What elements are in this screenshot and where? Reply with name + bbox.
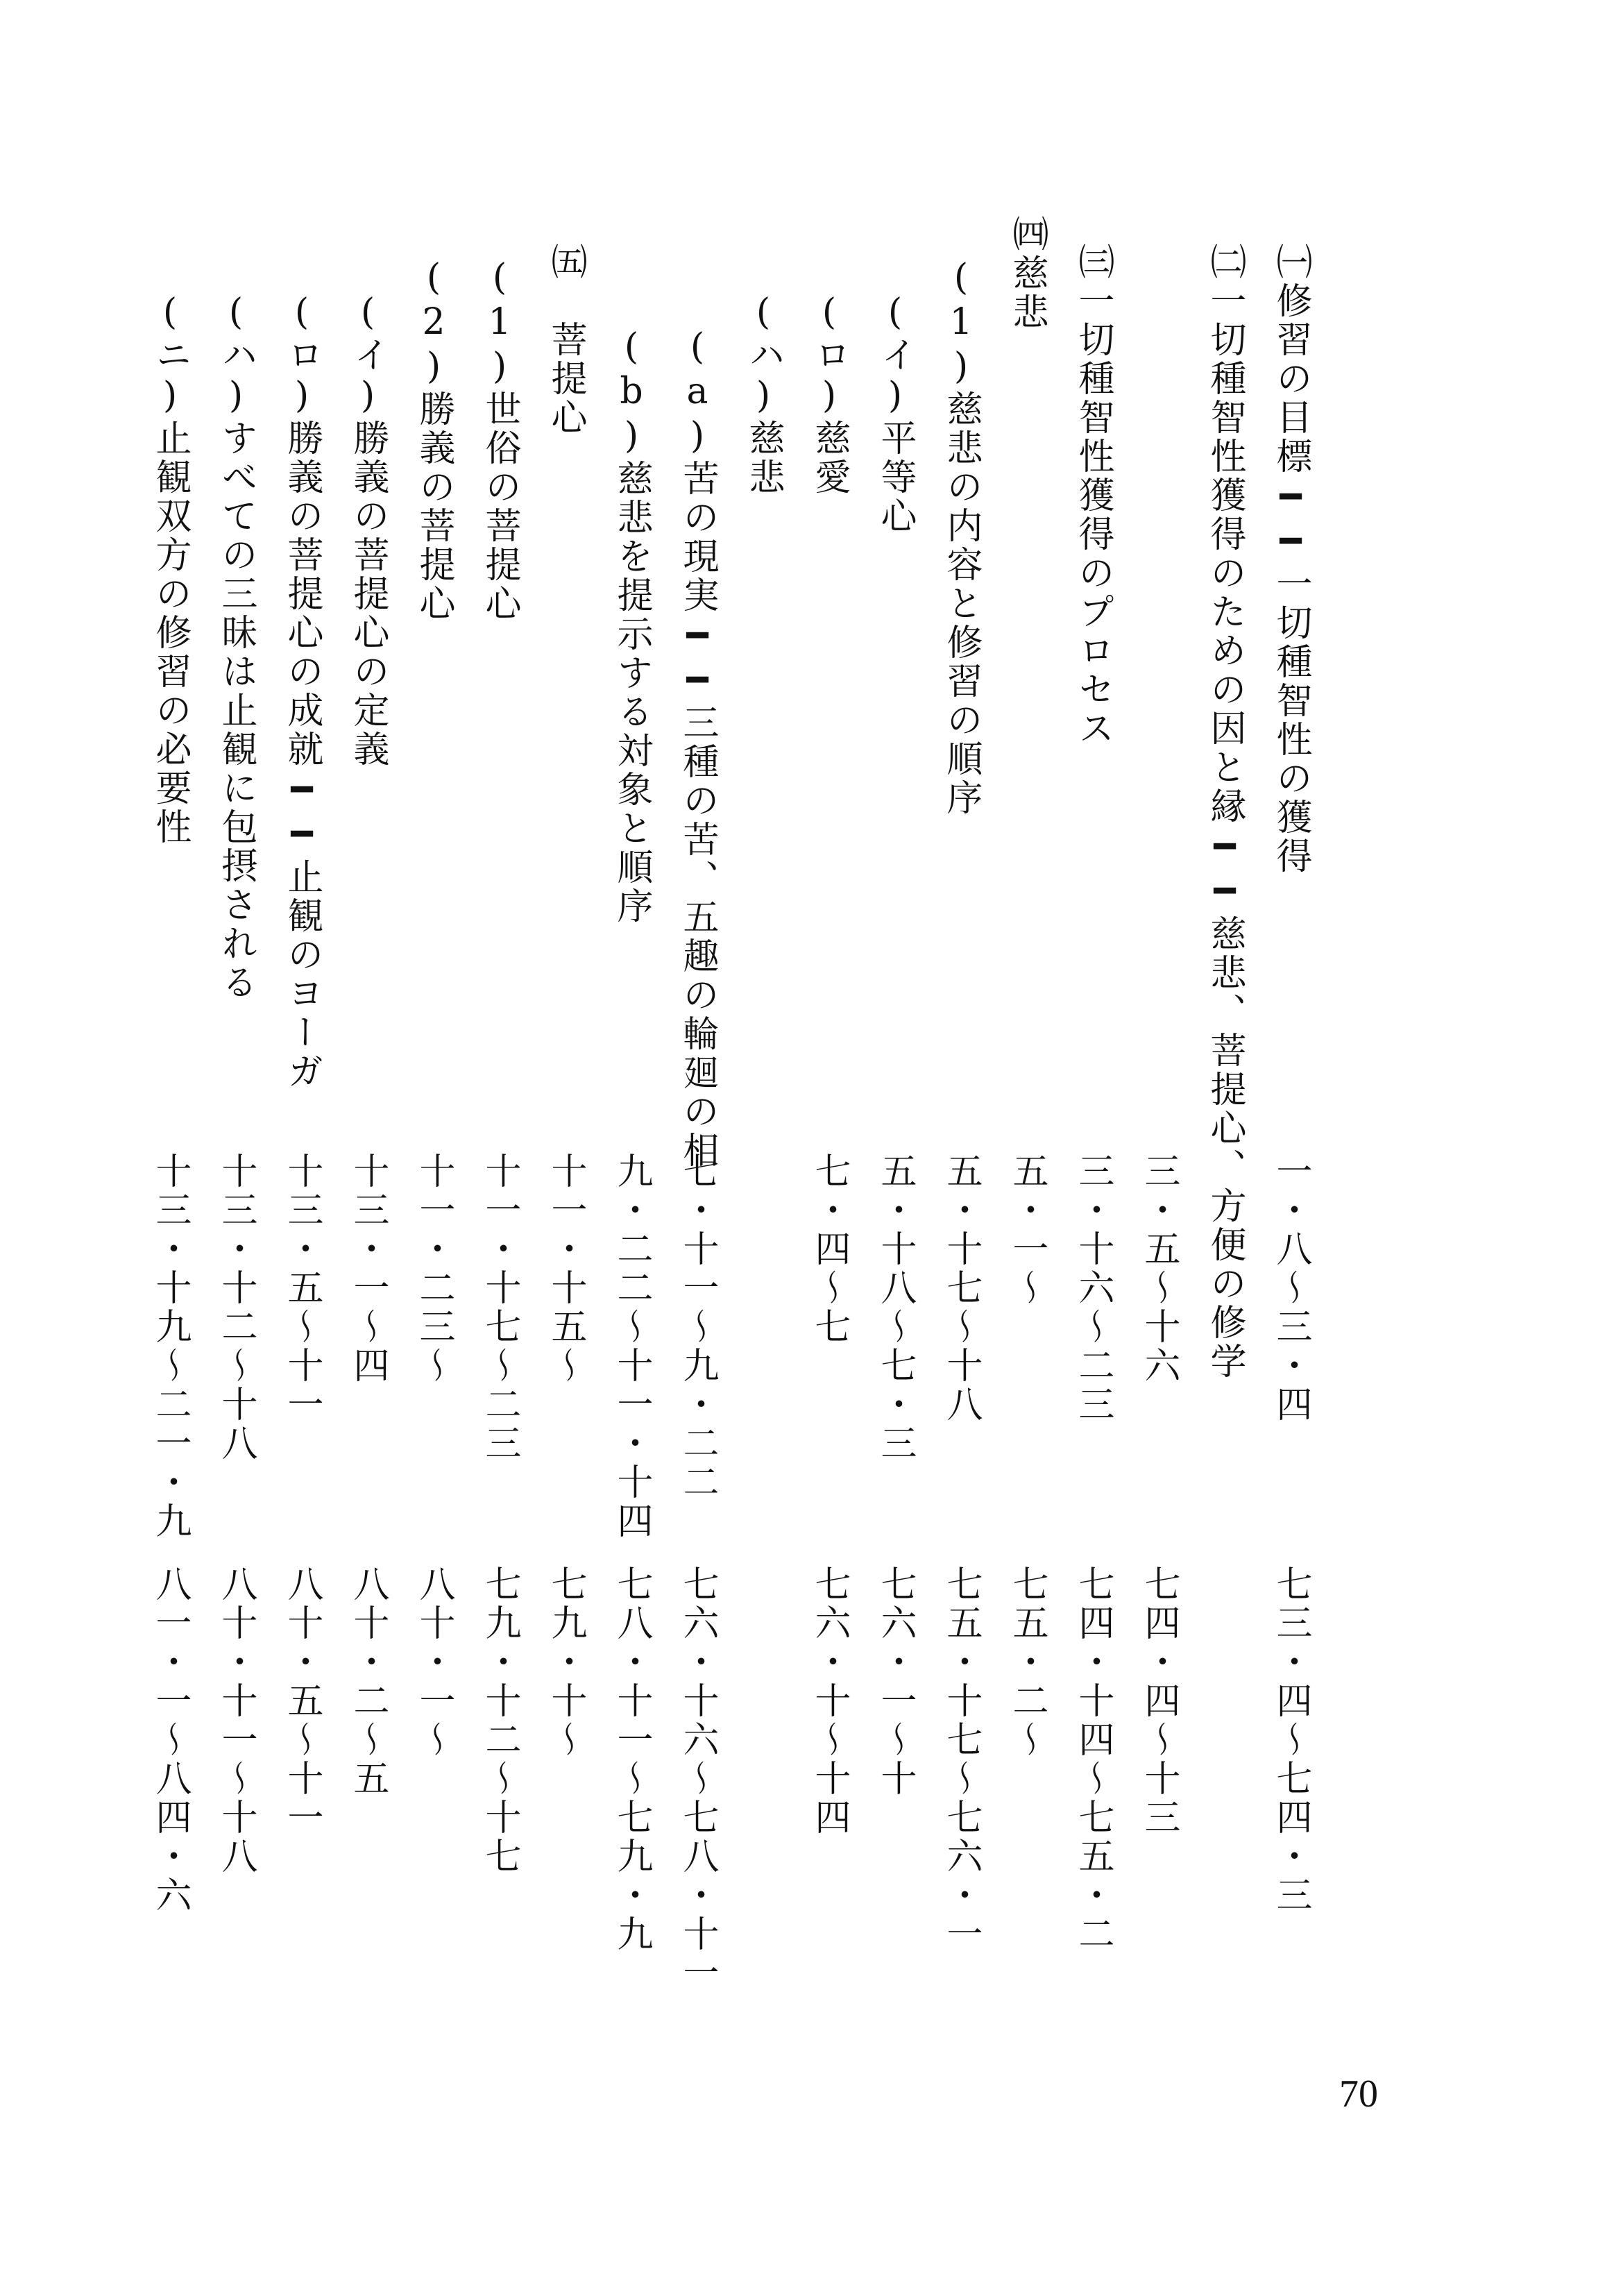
entry-ref-page: 七六・十～十四 [808, 1565, 850, 1837]
toc-entry-4 [992, 0, 1062, 2296]
entry-ref-section: 十三・五～十一 [281, 1152, 323, 1424]
toc-entry-12 [465, 0, 534, 2296]
entry-title: (ニ)止観双方の修習の必要性 [149, 292, 191, 847]
toc-entry-2-refs [1124, 0, 1193, 2296]
entry-title: (ロ)勝義の菩提心の成就━━止観のヨーガ [281, 292, 323, 1091]
entry-ref-section: 十一・十五～ [545, 1152, 586, 1385]
entry-ref-section: 五・十七～十八 [940, 1152, 982, 1424]
entry-title: (1)世俗の菩提心 [479, 257, 520, 623]
toc-entry-5 [926, 0, 996, 2296]
entry-title: ㈣慈悲 [1006, 215, 1048, 332]
toc-entry-9 [663, 0, 732, 2296]
entry-ref-section: 三・五～十六 [1138, 1152, 1180, 1385]
toc-entry-8 [729, 0, 798, 2296]
entry-ref-section: 十三・十二～十八 [215, 1152, 257, 1463]
entry-ref-page: 七九・十二～十七 [479, 1565, 520, 1876]
entry-ref-page: 七四・十四～七五・二 [1072, 1565, 1114, 1954]
entry-title: (ハ)すべての三昧は止観に包摂される [215, 292, 257, 1002]
entry-ref-page: 七八・十一～七九・九 [611, 1565, 652, 1954]
toc-entry-1 [1256, 0, 1325, 2296]
toc-entry-3 [1058, 0, 1128, 2296]
entry-title: ㈡一切種智性獲得のための因と縁━━慈悲、菩提心、方便の修学 [1204, 243, 1246, 1381]
entry-ref-page: 七五・十七～七六・一 [940, 1565, 982, 1954]
toc-entry-11 [531, 0, 600, 2296]
entry-ref-page: 八十・五～十一 [281, 1565, 323, 1837]
entry-ref-section: 五・十八～七・三 [874, 1152, 916, 1463]
entry-title: (ロ)慈愛 [808, 292, 850, 497]
entry-ref-section: 三・十六～二三 [1072, 1152, 1114, 1424]
toc-entry-10 [597, 0, 666, 2296]
entry-ref-section: 十一・二三～ [413, 1152, 454, 1385]
entry-title: (a)苦の現実━━三種の苦、五趣の輪廻の相 [677, 326, 718, 1170]
entry-ref-page: 七五・二～ [1006, 1565, 1048, 1759]
entry-title: (イ)勝義の菩提心の定義 [347, 292, 389, 769]
toc-entry-16 [201, 0, 271, 2296]
entry-ref-page: 七九・十～ [545, 1565, 586, 1759]
toc-entry-15 [267, 0, 337, 2296]
entry-ref-section: 九・二二～十一・十四 [611, 1152, 652, 1541]
entry-ref-page: 八十・一～ [413, 1565, 454, 1759]
entry-title: ㈤ 菩提心 [545, 243, 586, 437]
entry-title: (1)慈悲の内容と修習の順序 [940, 257, 982, 818]
entry-title: ㈢一切種智性獲得のプロセス [1072, 243, 1114, 748]
entry-ref-section: 七・十一～九・二二 [677, 1152, 718, 1502]
entry-ref-page: 七四・四～十三 [1138, 1565, 1180, 1837]
entry-ref-section: 十三・十九～二一・九 [149, 1152, 191, 1541]
entry-title: (ハ)慈悲 [742, 292, 784, 497]
toc-entry-7 [794, 0, 864, 2296]
toc-entry-13 [399, 0, 468, 2296]
entry-ref-page: 七三・四～七四・三 [1270, 1565, 1311, 1915]
entry-ref-page: 八一・一～八四・六 [149, 1565, 191, 1915]
entry-ref-page: 七六・十六～七八・十一 [677, 1565, 718, 1993]
toc-entry-2 [1190, 0, 1259, 2296]
entry-title: (b)慈悲を提示する対象と順序 [611, 326, 652, 926]
entry-ref-section: 五・一～ [1006, 1152, 1048, 1308]
entry-title: ㈠修習の目標━━一切種智性の獲得 [1270, 243, 1311, 876]
entry-ref-section: 七・四～七 [808, 1152, 850, 1347]
toc-entry-6 [860, 0, 930, 2296]
toc-entry-14 [333, 0, 402, 2296]
entry-ref-section: 十三・一～四 [347, 1152, 389, 1385]
entry-title: (イ)平等心 [874, 292, 916, 536]
entry-ref-section: 十一・十七～二三 [479, 1152, 520, 1463]
toc-entry-17 [135, 0, 205, 2296]
page-number: 70 [1339, 2073, 1378, 2116]
entry-ref-page: 七六・一～十 [874, 1565, 916, 1798]
entry-ref-section: 一・八～三・四 [1270, 1152, 1311, 1424]
entry-ref-page: 八十・十一～十八 [215, 1565, 257, 1876]
entry-ref-page: 八十・二～五 [347, 1565, 389, 1798]
entry-title: (2)勝義の菩提心 [413, 257, 454, 623]
